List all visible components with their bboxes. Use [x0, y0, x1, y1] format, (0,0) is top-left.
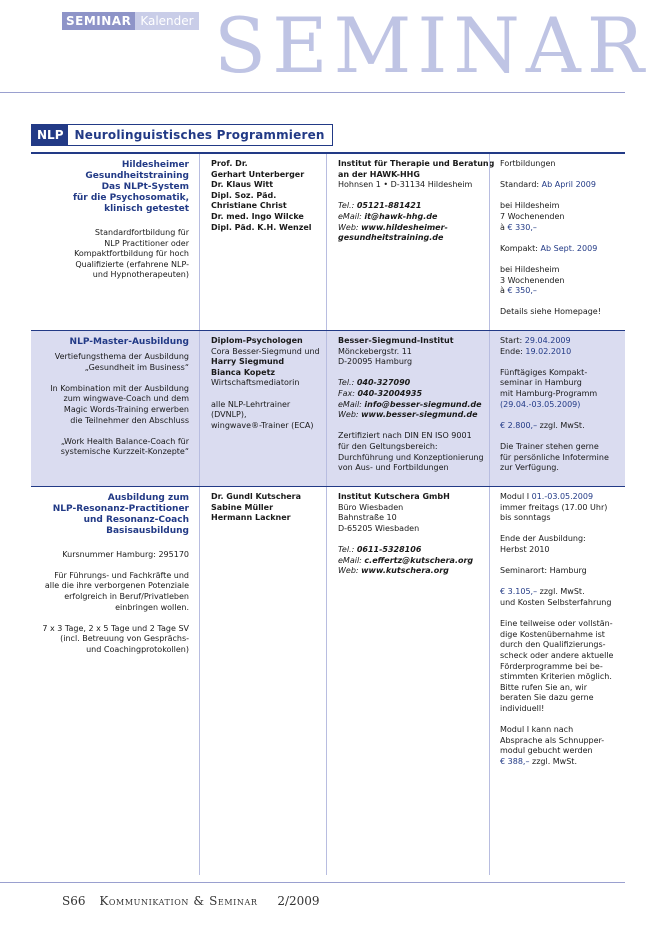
row1-institute-line: Tel.: 05121-881421: [338, 201, 422, 211]
row3-schedule-line: bis sonntags: [500, 513, 551, 523]
row1-title-line: Gesundheitstraining: [85, 171, 189, 181]
footer-rule: [0, 882, 625, 883]
row3-schedule-line: € 3.105,– zzgl. MwSt.: [500, 587, 585, 597]
row1-schedule-line: 3 Wochenenden: [500, 275, 565, 285]
row1-institute-line: gesundheitstraining.de: [338, 233, 444, 243]
row3-description: [31, 487, 199, 875]
row3-institute-line: Bahnstraße 10: [338, 513, 397, 523]
row3-institute-line: Web: www.kutschera.org: [338, 566, 449, 576]
row2-description-line: „Gesundheit im Business“: [84, 362, 189, 372]
row1-schedule-line: [500, 254, 621, 265]
row3-schedule-line: Bitte rufen Sie an, wir: [500, 682, 588, 692]
header-seminar-kalender-tag: [62, 12, 199, 30]
row1-trainer-line: Gerhart Unterberger: [211, 169, 305, 179]
row3-description-line: [39, 613, 189, 624]
row1-description-line: und Hypnotherapeuten): [92, 270, 189, 280]
row3-schedule-line: [500, 556, 621, 567]
row3-schedule-line: Seminarort: Hamburg: [500, 566, 587, 576]
row2-description-line: die Teilnehmer den Abschluss: [70, 415, 189, 425]
row2-description-line: In Kombination mit der Ausbildung: [50, 383, 189, 393]
row3-schedule-line: stimmten Kriterien möglich.: [500, 672, 612, 682]
row3-schedule-line: [500, 524, 621, 535]
row2-institute-line: Mönckebergstr. 11: [338, 346, 412, 356]
row2-description-line: zum wingwave-Coach und dem: [63, 394, 189, 404]
header-tag-kalender: Kalender: [135, 12, 198, 30]
row3-title: [39, 493, 189, 537]
row2-trainer-line: wingwave®-Trainer (ECA): [211, 420, 314, 430]
row2-text: [39, 352, 189, 458]
row3-schedule-line: und Kosten Selbsterfahrung: [500, 597, 612, 607]
row2-description: [31, 331, 199, 486]
row1-description-line: Kompaktfortbildung für hoch: [74, 249, 189, 259]
row3-trainer-line: Sabine Müller: [211, 502, 274, 512]
row3-schedule-line: modul gebucht werden: [500, 746, 593, 756]
row2-schedule-line: [500, 410, 621, 421]
row1-trainer-line: Prof. Dr.: [211, 159, 248, 168]
row1-schedule-line: à € 350,–: [500, 286, 537, 296]
row1-schedule-line: [500, 191, 621, 202]
row3-schedule-line: Herbst 2010: [500, 544, 550, 554]
row2-dates-prices: [489, 331, 625, 486]
row3-schedule-line: Förderprogramme bei be-: [500, 661, 603, 671]
row3-schedule-line: € 388,– zzgl. MwSt.: [500, 756, 577, 766]
row2-schedule-line: € 2.800,– zzgl. MwSt.: [500, 420, 585, 430]
row3-schedule-line: Eine teilweise oder vollstän-: [500, 619, 613, 629]
row2-title: [39, 337, 189, 348]
row2-description-line: systemische Kurzzeit-Konzepte“: [60, 447, 189, 457]
header-big-title: SEMINAR: [214, 1, 650, 90]
row1-schedule-line: [500, 297, 621, 308]
row2-trainer-line: Bianca Kopetz: [211, 367, 276, 377]
row2-schedule-line: mit Hamburg-Programm: [500, 388, 598, 398]
row1-institute: [326, 154, 495, 330]
row2-schedule-line: zur Verfügung.: [500, 463, 559, 473]
row2-institute: [326, 331, 489, 486]
row3-institute-line: Tel.: 0611-5328106: [338, 544, 422, 554]
row3-description-line: Für Führungs- und Fachkräfte und: [54, 570, 189, 580]
row3-description-line: alle die ihre verborgenen Potenziale: [44, 581, 189, 591]
row3-text: [39, 539, 189, 656]
row3-dates-prices: [489, 487, 625, 875]
row3-schedule-line: Absprache als Schnupper-: [500, 735, 605, 745]
row2-description-line: Magic Words-Training erwerben: [63, 404, 189, 414]
seminar-row-1: [31, 154, 625, 330]
row1-institute-line: Institut für Therapie und Beratung: [338, 159, 495, 168]
row2-description-line: Vertiefungsthema der Ausbildung: [54, 352, 189, 361]
row2-trainers: [199, 331, 326, 486]
row1-institute-line: Hohnsen 1 • D-31134 Hildesheim: [338, 180, 473, 190]
row1-schedule-line: Fortbildungen: [500, 159, 556, 168]
row3-schedule-line: scheck oder andere aktuelle: [500, 650, 614, 660]
row3-description-line: und Coachingprotokollen): [86, 644, 189, 654]
row2-description-line: [39, 426, 189, 437]
row2-institute-line: von Aus- und Fortbildungen: [338, 463, 449, 473]
row1-schedule-line: à € 330,–: [500, 222, 537, 232]
row3-description-line: einbringen wollen.: [115, 602, 189, 612]
row3-trainer-line: Dr. Gundl Kutschera: [211, 492, 302, 501]
row3-description-line: [39, 560, 189, 571]
row3-schedule-line: dige Kostenübernahme ist: [500, 629, 605, 639]
footer-magazine-name: Kommunikation & Seminar: [99, 894, 258, 908]
row2-institute-line: für den Geltungsbereich:: [338, 441, 438, 451]
row1-description: [31, 154, 199, 330]
section-tag: NLP: [32, 125, 68, 145]
row3-description-line: [39, 539, 189, 550]
row1-institute-line: Web: www.hildesheimer-: [338, 222, 448, 232]
row2-description-line: [39, 373, 189, 384]
row1-trainer-line: Dr. med. Ingo Wilcke: [211, 211, 304, 221]
row1-title-line: für die Psychosomatik,: [72, 193, 189, 203]
row1-schedule-line: 7 Wochenenden: [500, 211, 565, 221]
row2-institute-line: Durchführung und Konzeptionierung: [338, 452, 484, 462]
row3-institute: [326, 487, 489, 875]
row1-schedule-line: [500, 170, 621, 181]
row2-schedule-line: seminar in Hamburg: [500, 378, 582, 388]
row2-trainer-line: Cora Besser-Siegmund und: [211, 346, 320, 356]
row2-institute-line: D-20095 Hamburg: [338, 357, 413, 367]
row3-title-line: Ausbildung zum: [107, 493, 189, 503]
row2-institute-line: [338, 421, 485, 432]
row3-schedule-line: Modul I 01.-03.05.2009: [500, 492, 594, 501]
footer-page-number: S66: [62, 894, 86, 908]
row1-title: [39, 160, 189, 215]
row2-institute-line: Zertifiziert nach DIN EN ISO 9001: [338, 431, 472, 441]
row1-trainers: [199, 154, 326, 330]
row1-title-line: Das NLPt-System: [101, 182, 189, 192]
row1-institute-line: an der HAWK-HHG: [338, 169, 420, 179]
row3-institute-line: eMail: c.effertz@kutschera.org: [338, 555, 474, 565]
row2-trainer-line: alle NLP-Lehrtrainer: [211, 399, 291, 409]
row3-description-line: (incl. Betreuung von Gesprächs-: [60, 634, 189, 644]
row1-trainer-line: Christiane Christ: [211, 201, 287, 211]
row3-description-line: erfolgreich in Beruf/Privatleben: [64, 591, 189, 601]
row1-trainer-line: Dr. Klaus Witt: [211, 180, 274, 190]
row2-institute-line: Fax: 040-32004935: [338, 388, 423, 398]
header-tag-seminar: SEMINAR: [62, 12, 135, 30]
row3-schedule-line: immer freitags (17.00 Uhr): [500, 502, 608, 512]
seminar-row-3: [31, 487, 625, 875]
row3-title-line: Basisausbildung: [106, 526, 189, 536]
row1-schedule-line: [500, 233, 621, 244]
row3-institute-line: D-65205 Wiesbaden: [338, 523, 420, 533]
row3-schedule-line: [500, 609, 621, 620]
row2-schedule-line: Ende: 19.02.2010: [500, 346, 572, 356]
row3-schedule-line: individuell!: [500, 703, 545, 713]
row3-schedule-line: [500, 714, 621, 725]
row1-description-line: Qualifizierte (erfahrene NLP-: [75, 259, 189, 269]
row2-institute-line: Tel.: 040-327090: [338, 378, 411, 388]
section-title: Neurolinguistisches Programmieren: [74, 128, 325, 142]
row3-institute-line: Institut Kutschera GmbH: [338, 492, 450, 501]
row1-schedule-line: Standard: Ab April 2009: [500, 180, 596, 190]
row3-trainers: [199, 487, 326, 875]
row2-schedule-line: [500, 357, 621, 368]
seminar-row-2: [31, 331, 625, 486]
row1-description-line: Standardfortbildung für: [94, 228, 189, 237]
row2-schedule-line: für persönliche Infotermine: [500, 452, 609, 462]
row1-title-line: Hildesheimer: [121, 160, 189, 170]
row2-trainer-line: [211, 389, 322, 400]
row1-trainer-line: Dipl. Soz. Päd.: [211, 190, 277, 200]
row1-text: [39, 228, 189, 281]
row3-trainer-line: Hermann Lackner: [211, 513, 291, 523]
row3-institute-line: [338, 534, 485, 545]
row2-institute-line: eMail: info@besser-siegmund.de: [338, 399, 482, 409]
row1-description-line: NLP Practitioner oder: [104, 238, 189, 248]
row2-schedule-line: Start: 29.04.2009: [500, 336, 571, 345]
row1-title-line: klinisch getestet: [104, 204, 189, 214]
row3-schedule-line: beraten Sie dazu gerne: [500, 693, 594, 703]
row2-trainer-line: (DVNLP),: [211, 410, 247, 420]
row2-institute-line: Besser-Siegmund-Institut: [338, 336, 454, 345]
row2-trainer-line: Diplom-Psychologen: [211, 336, 303, 345]
row2-schedule-line: (29.04.-03.05.2009): [500, 399, 581, 409]
row1-trainer-line: Dipl. Päd. K.H. Wenzel: [211, 222, 312, 232]
row2-trainer-line: Harry Siegmund: [211, 357, 285, 367]
row2-schedule-line: Fünftägiges Kompakt-: [500, 367, 588, 377]
row3-title-line: NLP-Resonanz-Practitioner: [52, 504, 189, 514]
row3-title-line: und Resonanz-Coach: [83, 515, 189, 525]
row2-schedule-line: [500, 431, 621, 442]
row3-schedule-line: durch den Qualifizierungs-: [500, 640, 606, 650]
row3-description-line: Kursnummer Hamburg: 295170: [62, 549, 189, 559]
row3-description-line: 7 x 3 Tage, 2 x 5 Tage und 2 Tage SV: [42, 623, 189, 633]
page-footer: [62, 893, 320, 909]
row3-schedule-line: Ende der Ausbildung:: [500, 534, 586, 544]
row1-schedule-line: Kompakt: Ab Sept. 2009: [500, 243, 598, 253]
row2-institute-line: [338, 368, 485, 379]
section-heading: [31, 124, 333, 146]
row2-schedule-line: Die Trainer stehen gerne: [500, 441, 599, 451]
row1-dates-prices: [489, 154, 625, 330]
row2-trainer-line: Wirtschaftsmediatorin: [211, 378, 300, 388]
row1-schedule-line: Details siehe Homepage!: [500, 307, 601, 317]
row2-institute-line: Web: www.besser-siegmund.de: [338, 410, 478, 420]
row1-schedule-line: bei Hildesheim: [500, 264, 560, 274]
row1-institute-line: eMail: it@hawk-hhg.de: [338, 211, 438, 221]
row1-schedule-line: bei Hildesheim: [500, 201, 560, 211]
header-rule: [0, 92, 625, 93]
footer-issue: 2/2009: [277, 894, 320, 908]
row3-schedule-line: Modul I kann nach: [500, 725, 574, 735]
row2-title-line: NLP-Master-Ausbildung: [69, 337, 189, 347]
row1-institute-line: [338, 191, 485, 202]
row2-description-line: „Work Health Balance-Coach für: [60, 436, 189, 446]
row3-schedule-line: [500, 577, 621, 588]
row3-institute-line: Büro Wiesbaden: [338, 502, 404, 512]
